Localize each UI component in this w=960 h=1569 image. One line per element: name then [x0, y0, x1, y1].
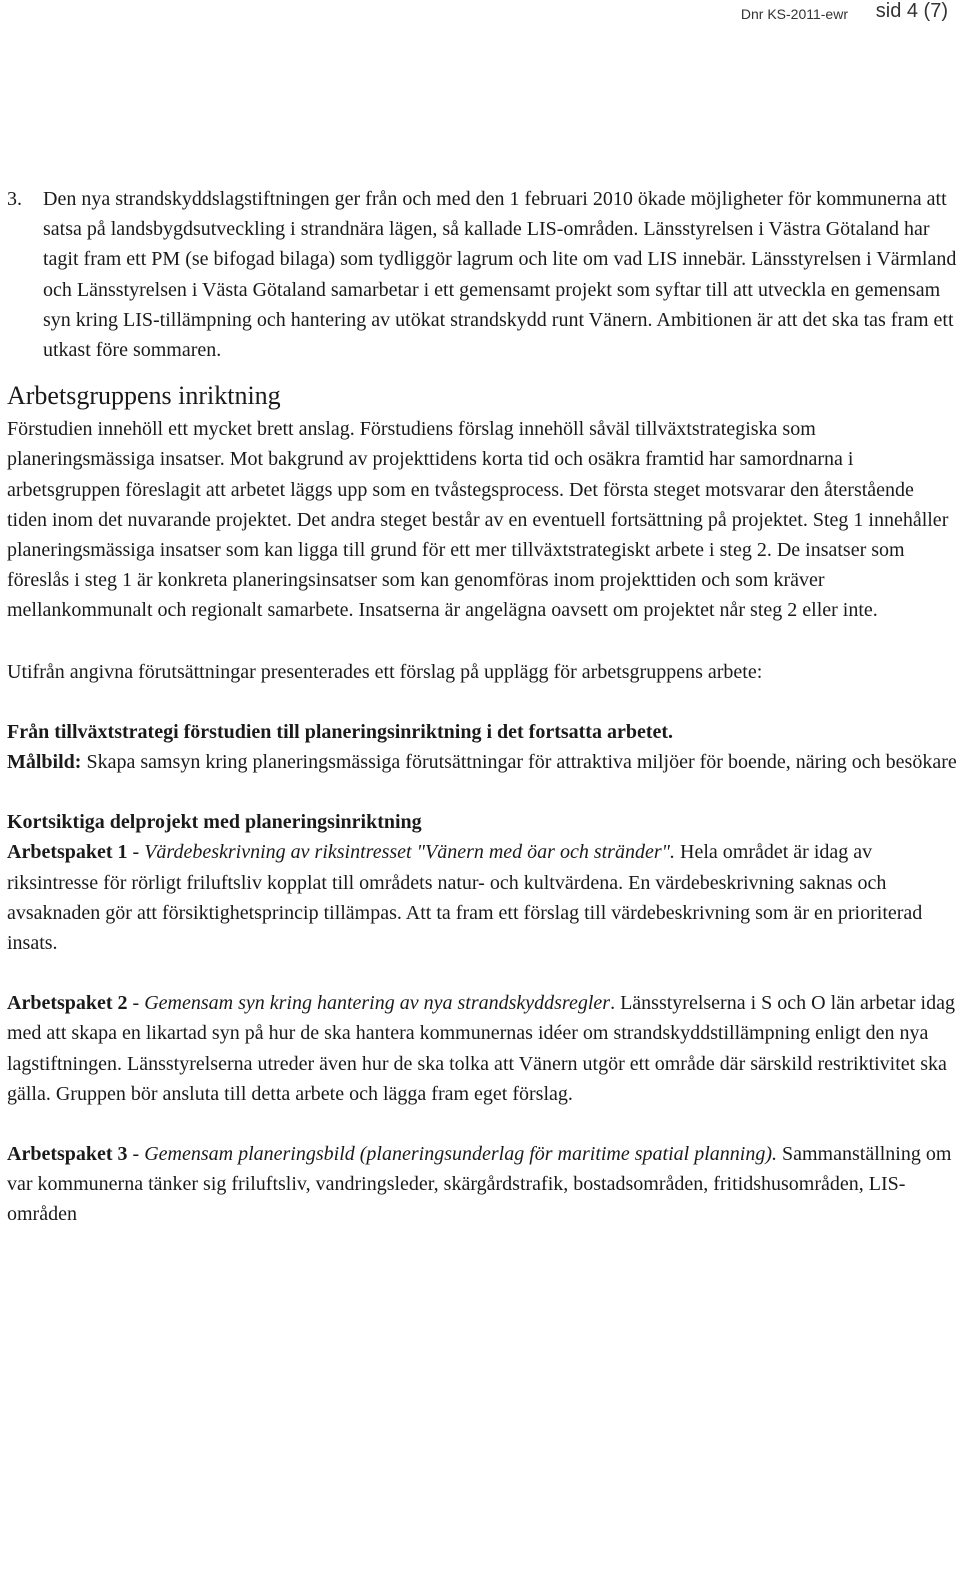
section-heading: Arbetsgruppens inriktning [7, 381, 281, 411]
short-term-heading: Kortsiktiga delprojekt med planeringsinriktning [7, 811, 422, 834]
document-reference: Dnr KS-2011-ewr [740, 6, 848, 22]
package-2 [7, 988, 957, 1109]
list-item-text: Den nya strandskyddslagstiftningen ger från och med den 1 februari 2010 ökade möjligheter för kommunerna att satsa på landsbygdsutveckling i strandnära lägen, så kallade LIS-områden. Länsstyrelsen i Västra Götaland har tagit fram ett PM (se bifogad bilaga) som tydliggör lagrum och lite om vad LIS innebär. Länsstyrelsen i Värmland och Länsstyrelsen i Västa Götaland samarbetar i ett gemensamt projekt som syftar till att utveckla en gemensam syn kring LIS-tillämpning och hantering av utökat strandskydd runt Vänern. Ambitionen är att det ska tas fram ett utkast före sommaren. [43, 188, 957, 362]
page-number: sid 4 (7) [875, 0, 948, 22]
strategy-title: Från tillväxtstrategi förstudien till planeringsinriktning i det fortsatta arbetet. [7, 720, 674, 743]
package-label: Arbetspaket 2 [7, 992, 128, 1015]
paragraph-prestudy: Förstudien innehöll ett mycket brett anslag. Förstudiens förslag innehöll såväl tillväxtstrategiska som planeringsmässiga insatser. Mot bakgrund av projekttidens korta tid och osäkra framtid har samordnarna i arbetsgruppen föreslagit att arbetet läggs upp som en tvåstegsprocess. Det första steget motsvarar den återstående tiden inom det nuvarande projektet. Det andra steget består av en eventuell fortsättning på projektet. Steg 1 innehåller planeringsmässiga insatser som kan ligga till grund för ett mer tillväxtstrategiskt arbete i steg 2. De insatser som föreslås i steg 1 är konkreta planeringsinsatser som kan genomföras inom projekttiden och som kräver mellankommunalt och regionalt samarbete. Insatserna är angelägna oavsett om projektet når steg 2 eller inte. [7, 418, 949, 622]
package-separator: - [127, 1143, 145, 1166]
paragraph-proposal: Utifrån angivna förutsättningar presenterades ett förslag på upplägg för arbetsgruppens arbete: [7, 660, 763, 683]
list-number: 3. [7, 188, 22, 210]
package-1 [7, 807, 957, 958]
package-text: . Länsstyrelserna i S och O län arbetar idag med att skapa en likartad syn på hur de ska hantera kommunernas idéer om strandskyddstillämpning enligt den nya lagstiftningen. Länsstyrelserna utreder även hur de ska tolka att Vänern utgör ett område där särskild restriktivitet ska gälla. Gruppen bör ansluta till detta arbete och lägga fram eget förslag. [7, 992, 955, 1105]
malbild-text: Skapa samsyn kring planeringsmässiga förutsättningar för attraktiva miljöer för boende, näring och besökare [86, 751, 957, 774]
package-title: Gemensam syn kring hantering av nya strandskyddsregler [144, 992, 611, 1015]
package-text: Sammanställning om var kommunerna tänker sig friluftsliv, vandringsleder, skärgårdstrafik, bostadsområden, fritidshusområden, LIS-områden [7, 1143, 952, 1226]
package-separator: - [127, 841, 145, 864]
malbild-label: Målbild: [7, 751, 82, 774]
package-3 [7, 1139, 957, 1230]
package-label: Arbetspaket 1 [7, 841, 128, 864]
package-text: Hela området är idag av riksintresse för rörligt friluftsliv kopplat till områdets natur- och kultvärdena. En värdebeskrivning saknas och avsaknaden gör att försiktighetsprincip tillämpas. Att ta fram ett förslag till värdebeskrivning som är en prioriterad insats. [7, 841, 923, 955]
list-item-3 [7, 184, 957, 365]
strategy-block [7, 717, 957, 777]
package-separator: - [127, 992, 145, 1015]
package-title: Gemensam planeringsbild (planeringsunderlag för maritime spatial planning). [144, 1143, 777, 1166]
package-title: Värdebeskrivning av riksintresset "Vänern med öar och stränder". [144, 841, 676, 864]
package-label: Arbetspaket 3 [7, 1143, 128, 1166]
document-body [7, 184, 957, 1230]
